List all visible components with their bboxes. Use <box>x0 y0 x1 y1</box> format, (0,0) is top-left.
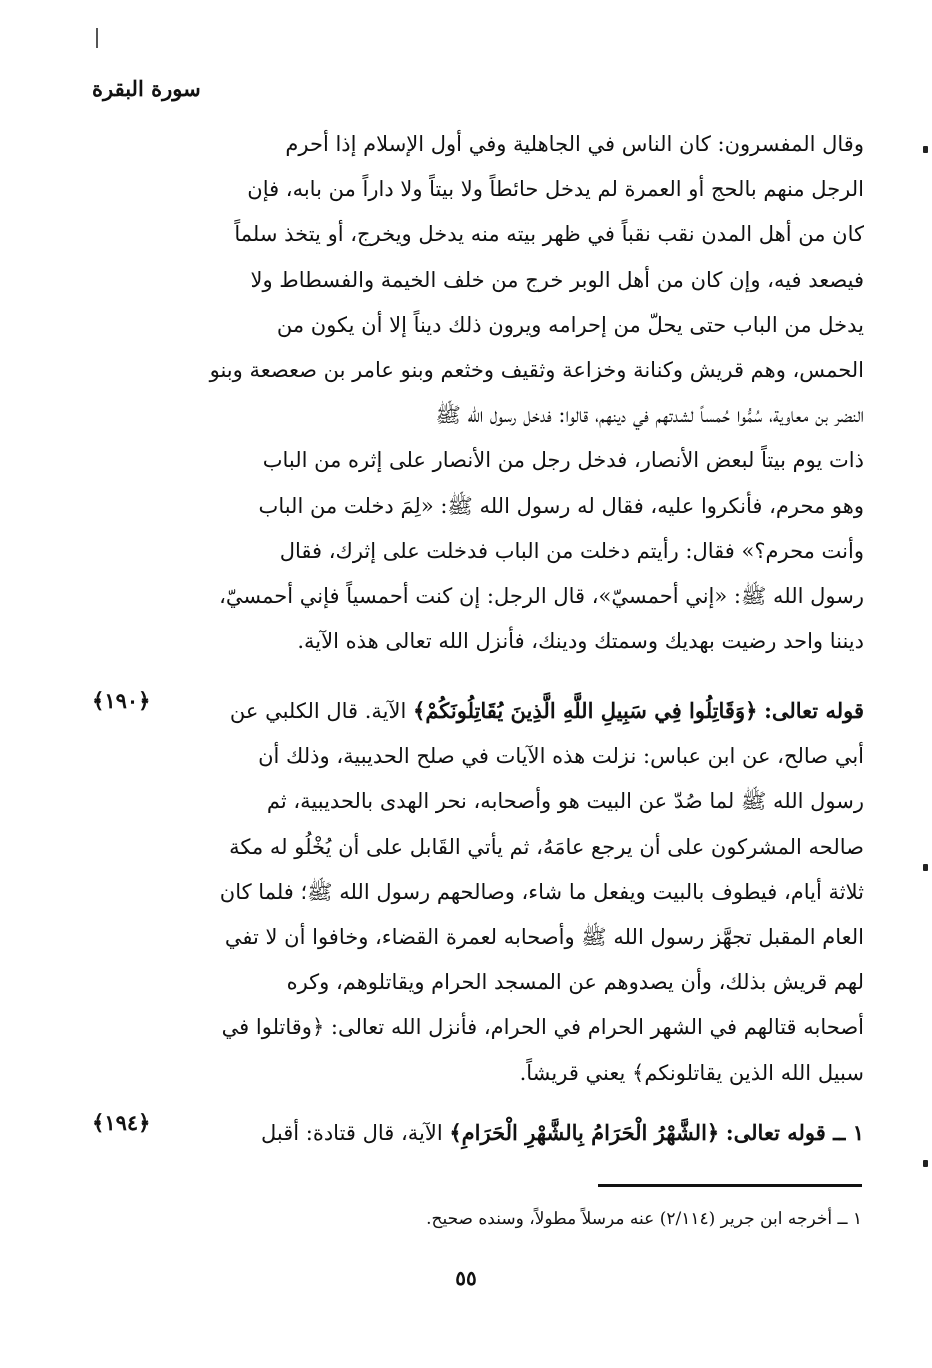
margin-mark <box>923 1160 928 1167</box>
verse-quote: ﴿الشَّهْرُ الْحَرَامُ بِالشَّهْرِ الْحَرَامِ﴾ <box>449 1120 720 1145</box>
verse-heading-line <box>148 688 864 734</box>
verse-intro: ١ ــ قوله تعالى: <box>725 1120 864 1145</box>
passage-verse-194 <box>148 1110 864 1156</box>
margin-mark <box>923 864 928 871</box>
text-line: رسول الله ﷺ لما صُدّ عن البيت هو وأصحابه، نحر الهدى بالحديبية، ثم <box>266 789 864 814</box>
text-line: النضر بن معاوية، سُمُّوا حُمساً لشدتهم في دينهم، قالوا: فدخل رسول الله ﷺ <box>435 403 864 428</box>
text-line: الحمس، وهم قريش وكنانة وخزاعة وثقيف وخثعم وبنو عامر بن صعصعة وبنو <box>209 358 864 383</box>
passage-asbab-al-nuzul <box>148 122 864 664</box>
verse-heading-line <box>148 1110 864 1156</box>
text-line: فيصعد فيه، وإن كان من أهل الوبر خرج من خلف الخيمة والفسطاط ولا <box>250 267 864 292</box>
surah-title: سورة البقرة <box>92 76 201 101</box>
text-line: يدخل من الباب حتى يحلّ من إحرامه ويرون ذلك ديناً إلا أن يكون من <box>276 312 864 337</box>
text-line: أصحابه قتالهم في الشهر الحرام في الحرام، فأنزل الله تعالى: ﴿وقاتلوا في <box>221 1015 864 1040</box>
page-number: ٥٥ <box>455 1266 477 1290</box>
verse-quote: ﴿وَقَاتِلُوا فِي سَبِيلِ اللَّهِ الَّذِينَ يُقَاتِلُونَكُمْ﴾ <box>413 698 758 723</box>
passage-verse-190 <box>148 688 864 1096</box>
text-line: ديننا واحد رضيت بهديك وسمتك ودينك، فأنزل الله تعالى هذه الآية. <box>297 629 864 654</box>
text-line: رسول الله ﷺ: «إني أحمسيّ»، قال الرجل: إن كنت أحمسياً فإني أحمسيّ، <box>219 584 864 609</box>
text-line: ثلاثة أيام، فيطوف بالبيت ويفعل ما شاء، وصالحهم رسول الله ﷺ؛ فلما كان <box>219 879 864 904</box>
text-line: الرجل منهم بالحج أو العمرة لم يدخل حائطاً ولا بيتاً ولا داراً من بابه، فإن <box>247 177 864 202</box>
text-line: صالحه المشركون على أن يرجع عامَهُ، ثم يأتي القَابل على أن يُخْلُو له مكة <box>229 834 864 859</box>
footnote: ١ ــ أخرجه ابن جرير (٢/١١٤) عنه مرسلاً مطولاً، وسنده صحيح. <box>426 1209 862 1229</box>
text-line: لهم قريش بذلك، وأن يصدوهم عن المسجد الحرام ويقاتلوهم، وكره <box>286 970 864 995</box>
margin-mark <box>923 146 928 153</box>
verse-intro-tail: الآية، قال قتادة: أقبل <box>260 1121 443 1145</box>
text-line: ذات يوم بيتاً لبعض الأنصار، فدخل رجل من الأنصار على إثره من الباب <box>262 448 864 473</box>
text-line: أبي صالح، عن ابن عباس: نزلت هذه الآيات في صلح الحديبية، وذلك أن <box>258 744 864 769</box>
footnote-divider <box>598 1184 862 1187</box>
verse-intro-tail: الآية. قال الكلبي عن <box>229 699 407 723</box>
text-line: العام المقبل تجهَّز رسول الله ﷺ وأصحابه لعمرة القضاء، وخافوا أن لا تفي <box>224 925 864 950</box>
text-line: كان من أهل المدن نقب نقباً في ظهر بيته منه يدخل ويخرج، أو يتخذ سلماً <box>234 222 864 247</box>
text-line: وهو محرم، فأنكروا عليه، فقال له رسول الله ﷺ: «لِمَ دخلت من الباب <box>258 493 864 518</box>
text-line: وأنت محرم؟» فقال: رأيتم دخلت من الباب فدخلت على إثرك، فقال <box>279 538 864 563</box>
verse-number-190: ﴿١٩٠﴾ <box>92 688 151 713</box>
verse-number-194: ﴿١٩٤﴾ <box>92 1110 151 1135</box>
verse-intro: قوله تعالى: <box>764 698 864 723</box>
gutter-mark <box>96 28 98 48</box>
text-line: وقال المفسرون: كان الناس في الجاهلية وفي أول الإسلام إذا أحرم <box>285 132 864 156</box>
text-line: سبيل الله الذين يقاتلونكم﴾ يعني قريشاً. <box>519 1060 864 1085</box>
